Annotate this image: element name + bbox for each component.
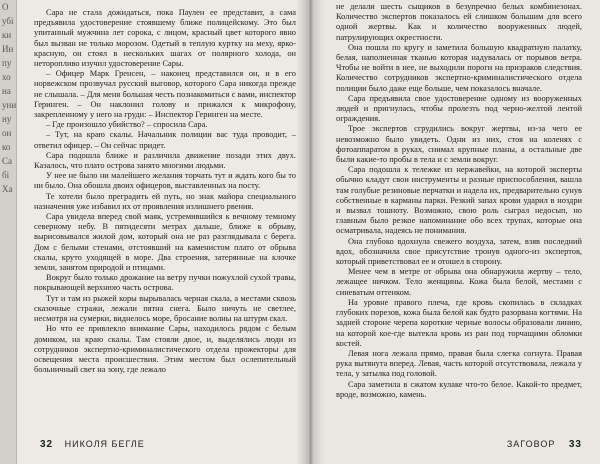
paragraph: Сара заметила в сжатом кулаке что-то белое. Какой-то предмет, вроде, возможно, камень. <box>336 379 582 399</box>
edge-text-fragment: убі <box>2 16 14 26</box>
right-page-running-head: ЗАГОВОР <box>506 439 556 449</box>
right-page <box>306 0 600 464</box>
edge-text-fragment: на <box>2 86 11 96</box>
paragraph: Сара не стала дожидаться, пока Паулен ее представит, а сама предъявила удостоверение стоявшему ближе полицейскому. Это был упитанный мужчина лет сорока, с лицом, красный цвет которого явно был вызван не только морозом. Одетый в теплую куртку на меху, ярко-красную, он стоял в нескольких шагах от полярного холода, он неторопливо изучил удостоверение Сары. <box>34 8 296 69</box>
paragraph: Сара подошла ближе и различила движение позади этих двух. Казалось, что плато острова занято многими людьми. <box>34 150 296 171</box>
edge-text-fragment: он <box>2 128 12 138</box>
paragraph: Она пошла по кругу и заметила большую квадратную палатку, белая, наполненная тканью которая надувалась от порывов ветра. Чтобы не войти в нее, не выходили пороги на призраков следствия. Количество сотрудников экспертно-криминалистического отдела полиции было даже еще больше, чем показалось вначале. <box>336 42 582 93</box>
paragraph: Она глубоко вдохнула свежего воздуха, затем, взяв последний вдох, обозначила свое присутствие тронув одного-из экспертов, который приветствовал ее и отошел в сторону. <box>336 236 582 267</box>
paragraph: У нее не было ни малейшего желания торчать тут и ждать кого бы то ни было. Она обошла двоих офицеров, выставленных на посту. <box>34 171 296 191</box>
paragraph: не делали шесть сыщиков в безупречно белых комбинезонах. Количество экспертов показалось ей слишком большим для всего одной жертвы. Как и количество вооруженных людей, патрулирующих окрестности. <box>336 2 582 42</box>
paragraph: Вокруг было только дрожание на ветру пучки пожухлой сухой травы, покрывающей верхнюю часть острова. <box>34 273 296 293</box>
edge-text-fragment: пу <box>2 58 12 68</box>
paragraph: На уровне правого плеча, где кровь скопилась в складках глубоких порезов, кожа была белой как будто разорвана когтями. На задней стороне черепа короткие черные волосы образовали линию, на которой кое-где вытекла кровь из ран под торчащими обломки костей. <box>336 297 582 348</box>
paragraph: Сара подошла к тележке из нержавейки, на которой эксперты обычно кладут свои инструменты и разные приспособления, вашла там голубые резиновые перчатки и надела их, предварительно сунув собственные в карманы парки. Резкий запах крови ударил в ноздри и вызвал тошноту. Возможно, свою роль сыграл недосып, но главным было резкое напоминание обо всех трупах, которые она осматривала, надеясь не понимания. <box>336 165 582 236</box>
right-page-folio <box>507 439 582 450</box>
book-gutter <box>296 0 324 464</box>
right-page-text <box>336 2 582 400</box>
edge-text-fragment: Ха <box>2 184 13 194</box>
left-page-folio <box>40 439 145 450</box>
paragraph: Менее чем в метре от обрыва она обнаружила жертву – тело, лежащее ничком. Тело женщины. Кожа была белой, местами с синеватым оттенком. <box>336 267 582 297</box>
left-page-text <box>34 8 296 375</box>
paragraph: Сара предъявила свое удостоверение одному из вооруженных людей и пригнулась, чтобы пролезть под черно-желтой лентой ограждения. <box>336 93 582 124</box>
edge-text-fragment: ко <box>2 142 11 152</box>
right-page-number: 33 <box>568 439 582 450</box>
edge-text-fragment: ки <box>2 30 12 40</box>
paragraph: Трое экспертов сгрудились вокруг жертвы, из-за чего ее невозможно было увидеть. Одни из них, стоя на коленях с фотоаппаратом в руках, снимал крупные планы, а остальные две были какие-то пробы в тела и с земли вокруг. <box>336 124 582 165</box>
left-page-running-head: НИКОЛЯ БЕГЛЕ <box>64 439 145 449</box>
edge-text-fragment: ну <box>2 114 12 124</box>
paragraph: Сара увидела вперед свой маяк, устремившийся к вечному темному северному небу. В пятидесяти метрах дальше, ближе к обрыву, вырисовывался жилой дом, который она не раз разглядывала с берега. Дом с белыми стенами, отстоявший на каменистом плато от обрыва скалы, круто уходящей в море. Два строения, затерянные на клочке земли, занятом природой и птицами. <box>34 212 296 273</box>
edge-text-fragment: уни <box>2 100 17 110</box>
paragraph: Те хотели было преградить ей путь, но знак майора специального назначения уже избавил их от проявления излишнего рвения. <box>34 191 296 211</box>
paragraph: – Тут, на краю скалы. Начальник полиции вас туда проводит, – ответил офицер. – Он сейчас придет. <box>34 130 296 150</box>
edge-text-fragment: бі <box>2 170 10 180</box>
edge-text-fragment: хо <box>2 72 11 82</box>
edge-text-fragment: Са <box>2 156 12 166</box>
paragraph: Тут и там из рыжей коры вырывалась черная скала, а местами сквозь сказочные стражи, лежали пятна снега. Было ничуть не светлее, несмотря на сумерки, виднелось море, бросание волны на штурм скал. <box>34 293 296 324</box>
previous-page-edge <box>0 0 17 464</box>
edge-text-fragment: Ин <box>2 44 14 54</box>
paragraph: Но что ее привлекло внимание Сары, находилось рядом с белым домиком, на краю скалы. Там стояли двое, и, выделялись люди из сотрудников экспертно-криминалистического отдела прожекторы для освещения места происшествия. Этим местом был ослепительный больничный свет на зону, где лежало <box>34 324 296 375</box>
paragraph: Левая нога лежала прямо, правая была слегка согнута. Правая рука вытянута вперед. Левая, часть которой отсутствовала, лежала у тела, у затылка под головой. <box>336 348 582 379</box>
edge-text-fragment: О <box>2 2 9 12</box>
left-page-number: 32 <box>40 439 54 450</box>
paragraph: – Где произошло убийство? – спросила Сара. <box>46 120 208 130</box>
paragraph: – Офицер Марк Гренсен, – наконец представился он, и в его норвежском прозвучал русский выговор, которого Сара никогда прежде не слышала. – Для меня большая честь познакомиться с вами, инспектор Геринген. – Он наклонил голову и прижался к микрофону, закрепленному у него на груди: – Инспектор Геринген на месте. <box>34 69 296 120</box>
